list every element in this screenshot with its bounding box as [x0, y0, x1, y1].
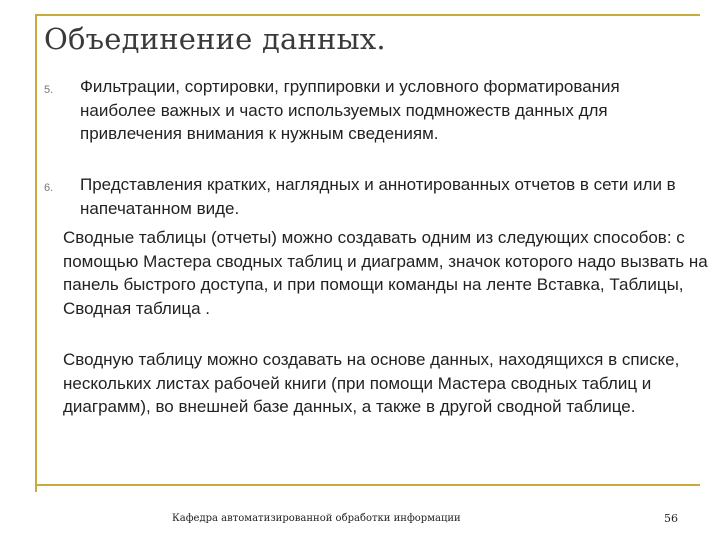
footer-department: Кафедра автоматизированной обработки информации	[172, 513, 461, 524]
paragraph-pivot-sources: Сводную таблицу можно создавать на основе данных, находящихся в списке, нескольких листах рабочей книги (при помощи Мастера сводных таблиц и диаграмм), во внешней базе данных, а также в другой сводной таблице.	[63, 350, 680, 417]
list-item-6	[44, 173, 694, 220]
list-item-text: Представления кратких, наглядных и аннотированных отчетов в сети или в напечатанном виде.	[80, 175, 676, 218]
frame-top-rule	[35, 14, 700, 16]
list-item-5	[44, 75, 694, 146]
frame-left-rule	[35, 14, 37, 492]
list-item-text: Фильтрации, сортировки, группировки и условного форматирования наиболее важных и часто используемых подмножеств данных для привлечения внимания к нужным сведениям.	[80, 77, 620, 144]
paragraph-pivot-creation: Сводные таблицы (отчеты) можно создавать одним из следующих способов: с помощью Мастера сводных таблиц и диаграмм, значок которого надо вызвать на панель быстрого доступа, и при помощи команды на ленте Вставка, Таблицы, Сводная таблица .	[63, 228, 708, 318]
slide-title: Объединение данных.	[44, 22, 386, 56]
frame-bottom-rule	[35, 484, 700, 486]
page-number: 56	[664, 512, 678, 525]
list-item-number: 5.	[44, 84, 54, 96]
list-item-number: 6.	[44, 182, 54, 194]
